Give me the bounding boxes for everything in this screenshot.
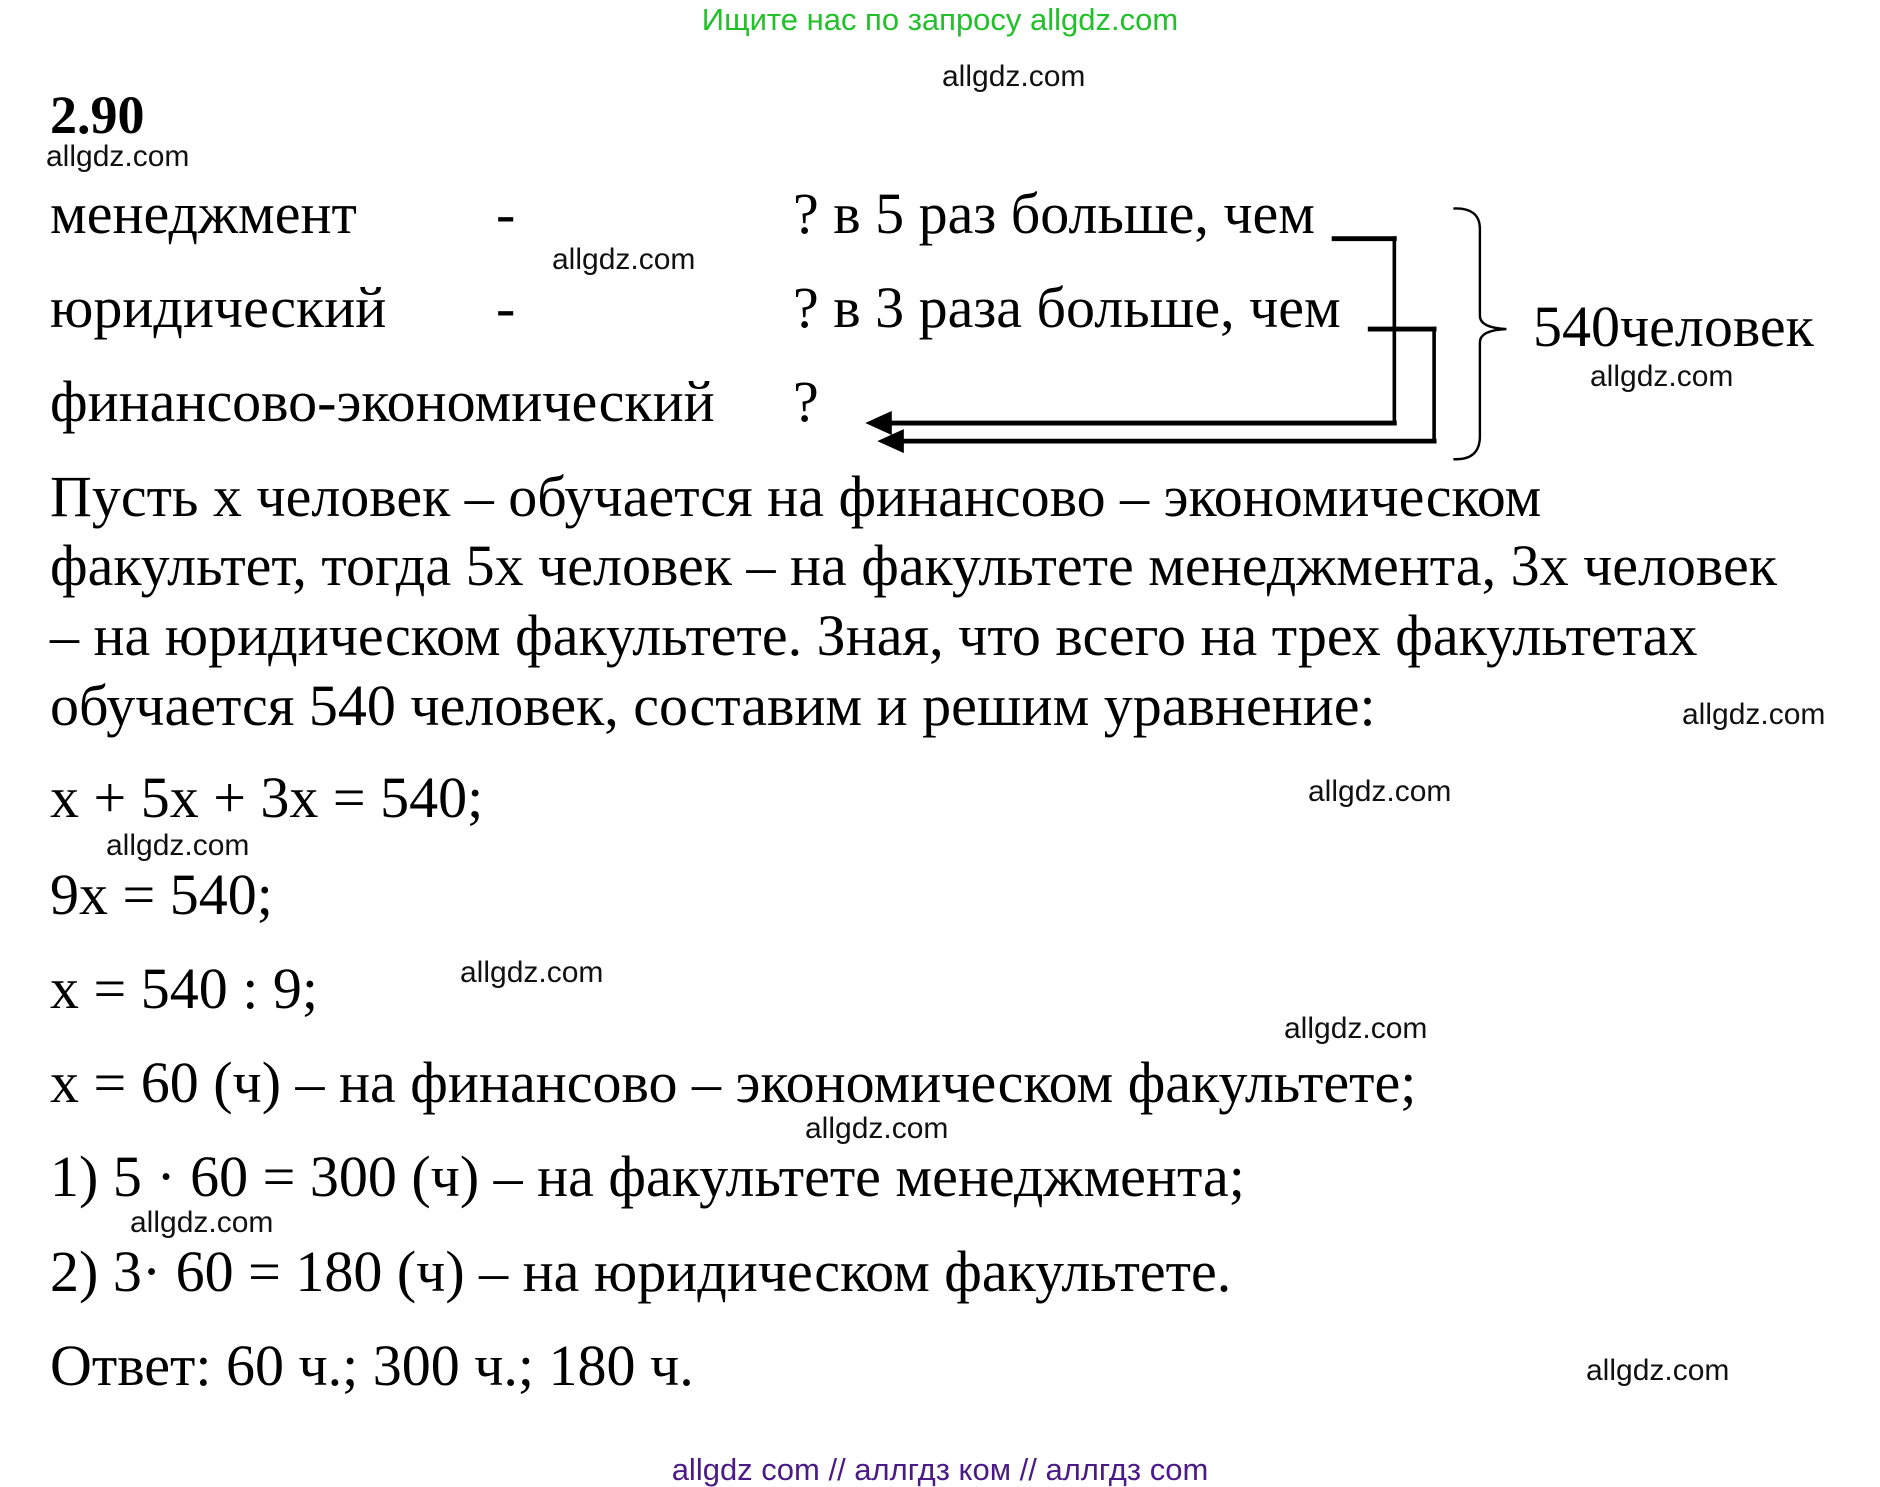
watermark: allgdz.com: [552, 243, 696, 276]
equation-step: х = 540 : 9;: [50, 956, 318, 1021]
watermark: allgdz.com: [1586, 1354, 1730, 1387]
total-label: 540человек: [1533, 294, 1814, 359]
paragraph-line: Пусть х человек – обучается на финансово – экономическом: [50, 464, 1542, 529]
watermark: allgdz.com: [805, 1112, 949, 1145]
row-dash: -: [496, 181, 516, 246]
paragraph-line: обучается 540 человек, составим и решим уравнение:: [50, 673, 1376, 738]
equation-step: 1) 5 · 60 = 300 (ч) – на факультете менеджмента;: [50, 1144, 1245, 1209]
task-number: 2.90: [50, 85, 145, 145]
row-relation: ?: [793, 369, 819, 434]
footer-links[interactable]: allgdz com // аллгдз ком // аллгдз com: [671, 1452, 1209, 1487]
row-label-law: юридический: [50, 275, 387, 340]
arrow-head-icon: [865, 411, 892, 435]
row-label-management: менеджмент: [50, 181, 357, 246]
watermark: allgdz.com: [46, 140, 190, 173]
equation-step: х = 60 (ч) – на финансово – экономическом факультете;: [50, 1050, 1417, 1115]
watermark: allgdz.com: [1682, 698, 1826, 731]
watermark: allgdz.com: [942, 60, 1086, 93]
equation-step: 9х = 540;: [50, 862, 273, 927]
paragraph-line: – на юридическом факультете. Зная, что всего на трех факультетах: [50, 603, 1698, 668]
row-dash: -: [496, 275, 516, 340]
row-relation: ? в 5 раз больше, чем: [793, 181, 1315, 246]
paragraph-line: факультет, тогда 5х человек – на факультете менеджмента, 3х человек: [50, 533, 1777, 598]
watermark: allgdz.com: [106, 829, 250, 862]
watermark: allgdz.com: [1308, 775, 1452, 808]
row-label-finance: финансово-экономический: [50, 369, 715, 434]
row-relation: ? в 3 раза больше, чем: [793, 275, 1341, 340]
equation-step: 2) 3· 60 = 180 (ч) – на юридическом факультете.: [50, 1239, 1232, 1304]
equation-step: х + 5х + 3х = 540;: [50, 765, 484, 830]
watermark: allgdz.com: [460, 956, 604, 989]
answer: Ответ: 60 ч.; 300 ч.; 180 ч.: [50, 1333, 694, 1398]
watermark: allgdz.com: [1590, 360, 1734, 393]
watermark: allgdz.com: [130, 1206, 274, 1239]
search-hint: Ищите нас по запросу allgdz.com: [701, 2, 1179, 37]
watermark: allgdz.com: [1284, 1012, 1428, 1045]
